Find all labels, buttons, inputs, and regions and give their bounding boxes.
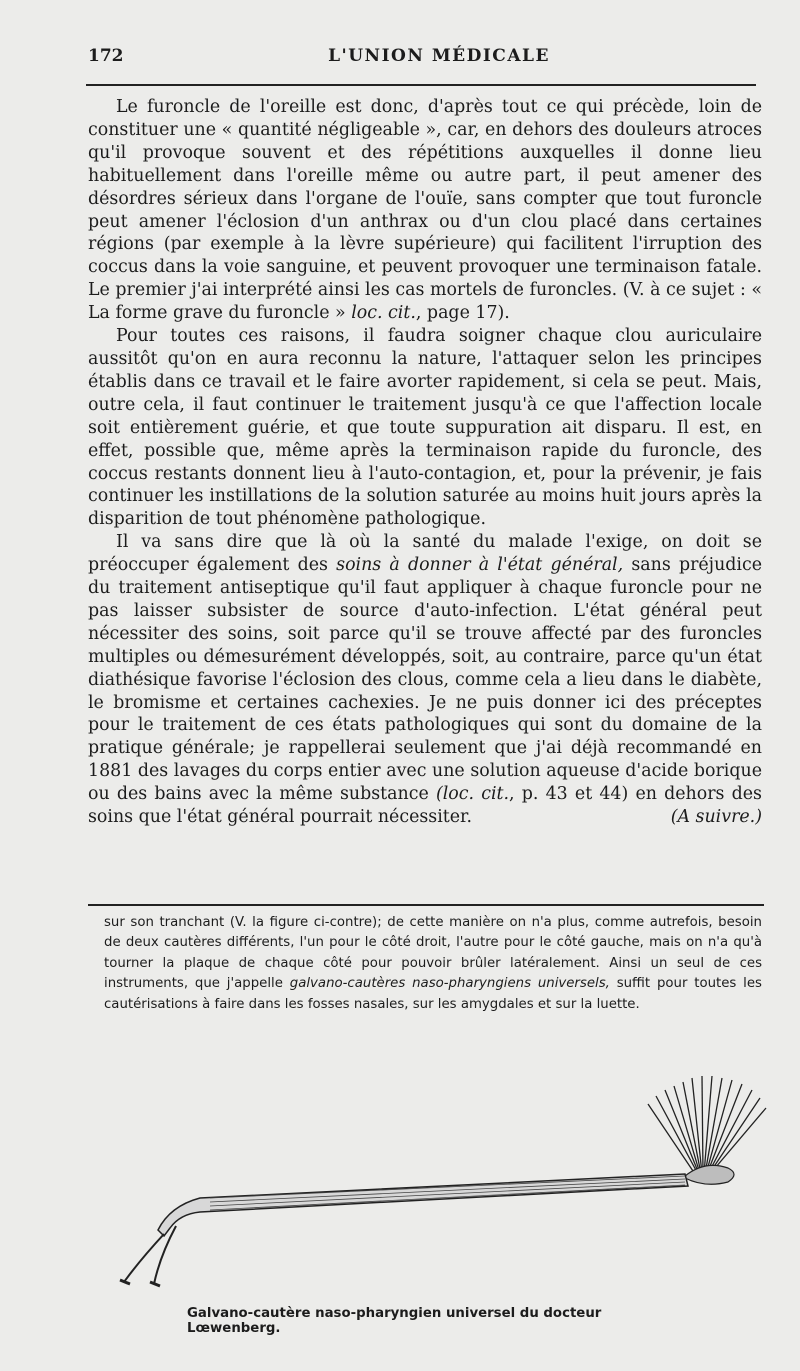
figure-caption: Galvano-cautère naso-pharyngien universel du docteur Lœwenberg.	[187, 1306, 602, 1336]
instrument-figure	[100, 1050, 780, 1290]
header-rule	[86, 84, 756, 86]
article-body	[88, 96, 762, 829]
journal-title: L'UNION MÉDICALE	[328, 46, 550, 66]
paragraph-3: Il va sans dire que là où la santé du malade l'exige, on doit se préoccuper également des soins à donner à l'état général, sans préjudice du traitement antiseptique qu'il faut appliquer à chaque furoncle pour ne pas laisser subsister de source d'auto-infection. L'état général peut nécessiter des soins, soit parce qu'il se trouve affecté par des furoncles multiples ou démesurément développés, soit, au contraire, parce qu'un état diathésique favorise l'éclosion des clous, comme cela a lieu dans le diabète, le bromisme et certaines cachexies. Je ne puis donner ici des préceptes pour le traitement de ces états pathologiques qui sont du domaine de la pratique générale; je rappellerai seulement que j'ai déjà recommandé en 1881 des lavages du corps entier avec une solution aqueuse d'acide borique ou des bains avec la même substance (loc. cit., p. 43 et 44) en dehors des soins que l'état général pourrait nécessiter. (A suivre.)	[88, 532, 762, 828]
wire-lead-left	[124, 1234, 164, 1282]
to-be-continued: (A suivre.)	[670, 807, 762, 828]
paragraph-1: Le furoncle de l'oreille est donc, d'après tout ce qui précède, loin de constituer une « quantité négligeable », car, en dehors des douleurs atroces qu'il provoque souvent et des répétitions auxquelles il donne lieu habituellement dans l'oreille même ou autre part, il peut amener des désordres sérieux dans l'organe de l'ouïe, sans compter que tout furoncle peut amener l'éclosion d'un anthrax ou d'un clou placé dans certaines régions (par exemple à la lèvre supérieure) qui facilitent l'irruption des coccus dans la voie sanguine, et peuvent provoquer une terminaison fatale. Le premier j'ai interprété ainsi les cas mortels de furoncles. (V. à ce sujet : « La forme grave du furoncle » loc. cit., page 17).	[88, 97, 762, 324]
page-number: 172	[88, 46, 124, 66]
running-header	[88, 44, 760, 78]
spray-lines	[648, 1076, 766, 1174]
galvano-cautery-illustration	[100, 1050, 780, 1290]
cautery-tip	[685, 1165, 734, 1184]
footnote-rule	[88, 904, 764, 906]
paragraph-2: Pour toutes ces raisons, il faudra soigner chaque clou auriculaire aussitôt qu'on en aura reconnu la nature, l'attaquer selon les principes établis dans ce travail et le faire avorter rapidement, si cela se peut. Mais, outre cela, il faut continuer le traitement jusqu'à ce que l'affection locale soit entièrement guérie, et que toute suppuration ait disparu. Il est, en effet, possible que, même après la terminaison rapide du furoncle, des coccus restants donnent lieu à l'auto-contagion, et, pour la prévenir, je fais continuer les instillations de la solution saturée au moins huit jours après la disparition de tout phénomène pathologique.	[88, 326, 762, 530]
footnote: sur son tranchant (V. la figure ci-contre); de cette manière on n'a plus, comme autrefois, besoin de deux cautères différents, l'un pour le côté droit, l'autre pour le côté gauche, mais on n'a qu'à tourner la plaque de chaque côté pour pouvoir brûler latéralement. Ainsi un seul de ces instruments, que j'appelle galvano-cautères naso-pharyngiens universels, suffit pour toutes les cautérisations à faire dans les fosses nasales, sur les amygdales et sur la luette.	[104, 915, 762, 1012]
